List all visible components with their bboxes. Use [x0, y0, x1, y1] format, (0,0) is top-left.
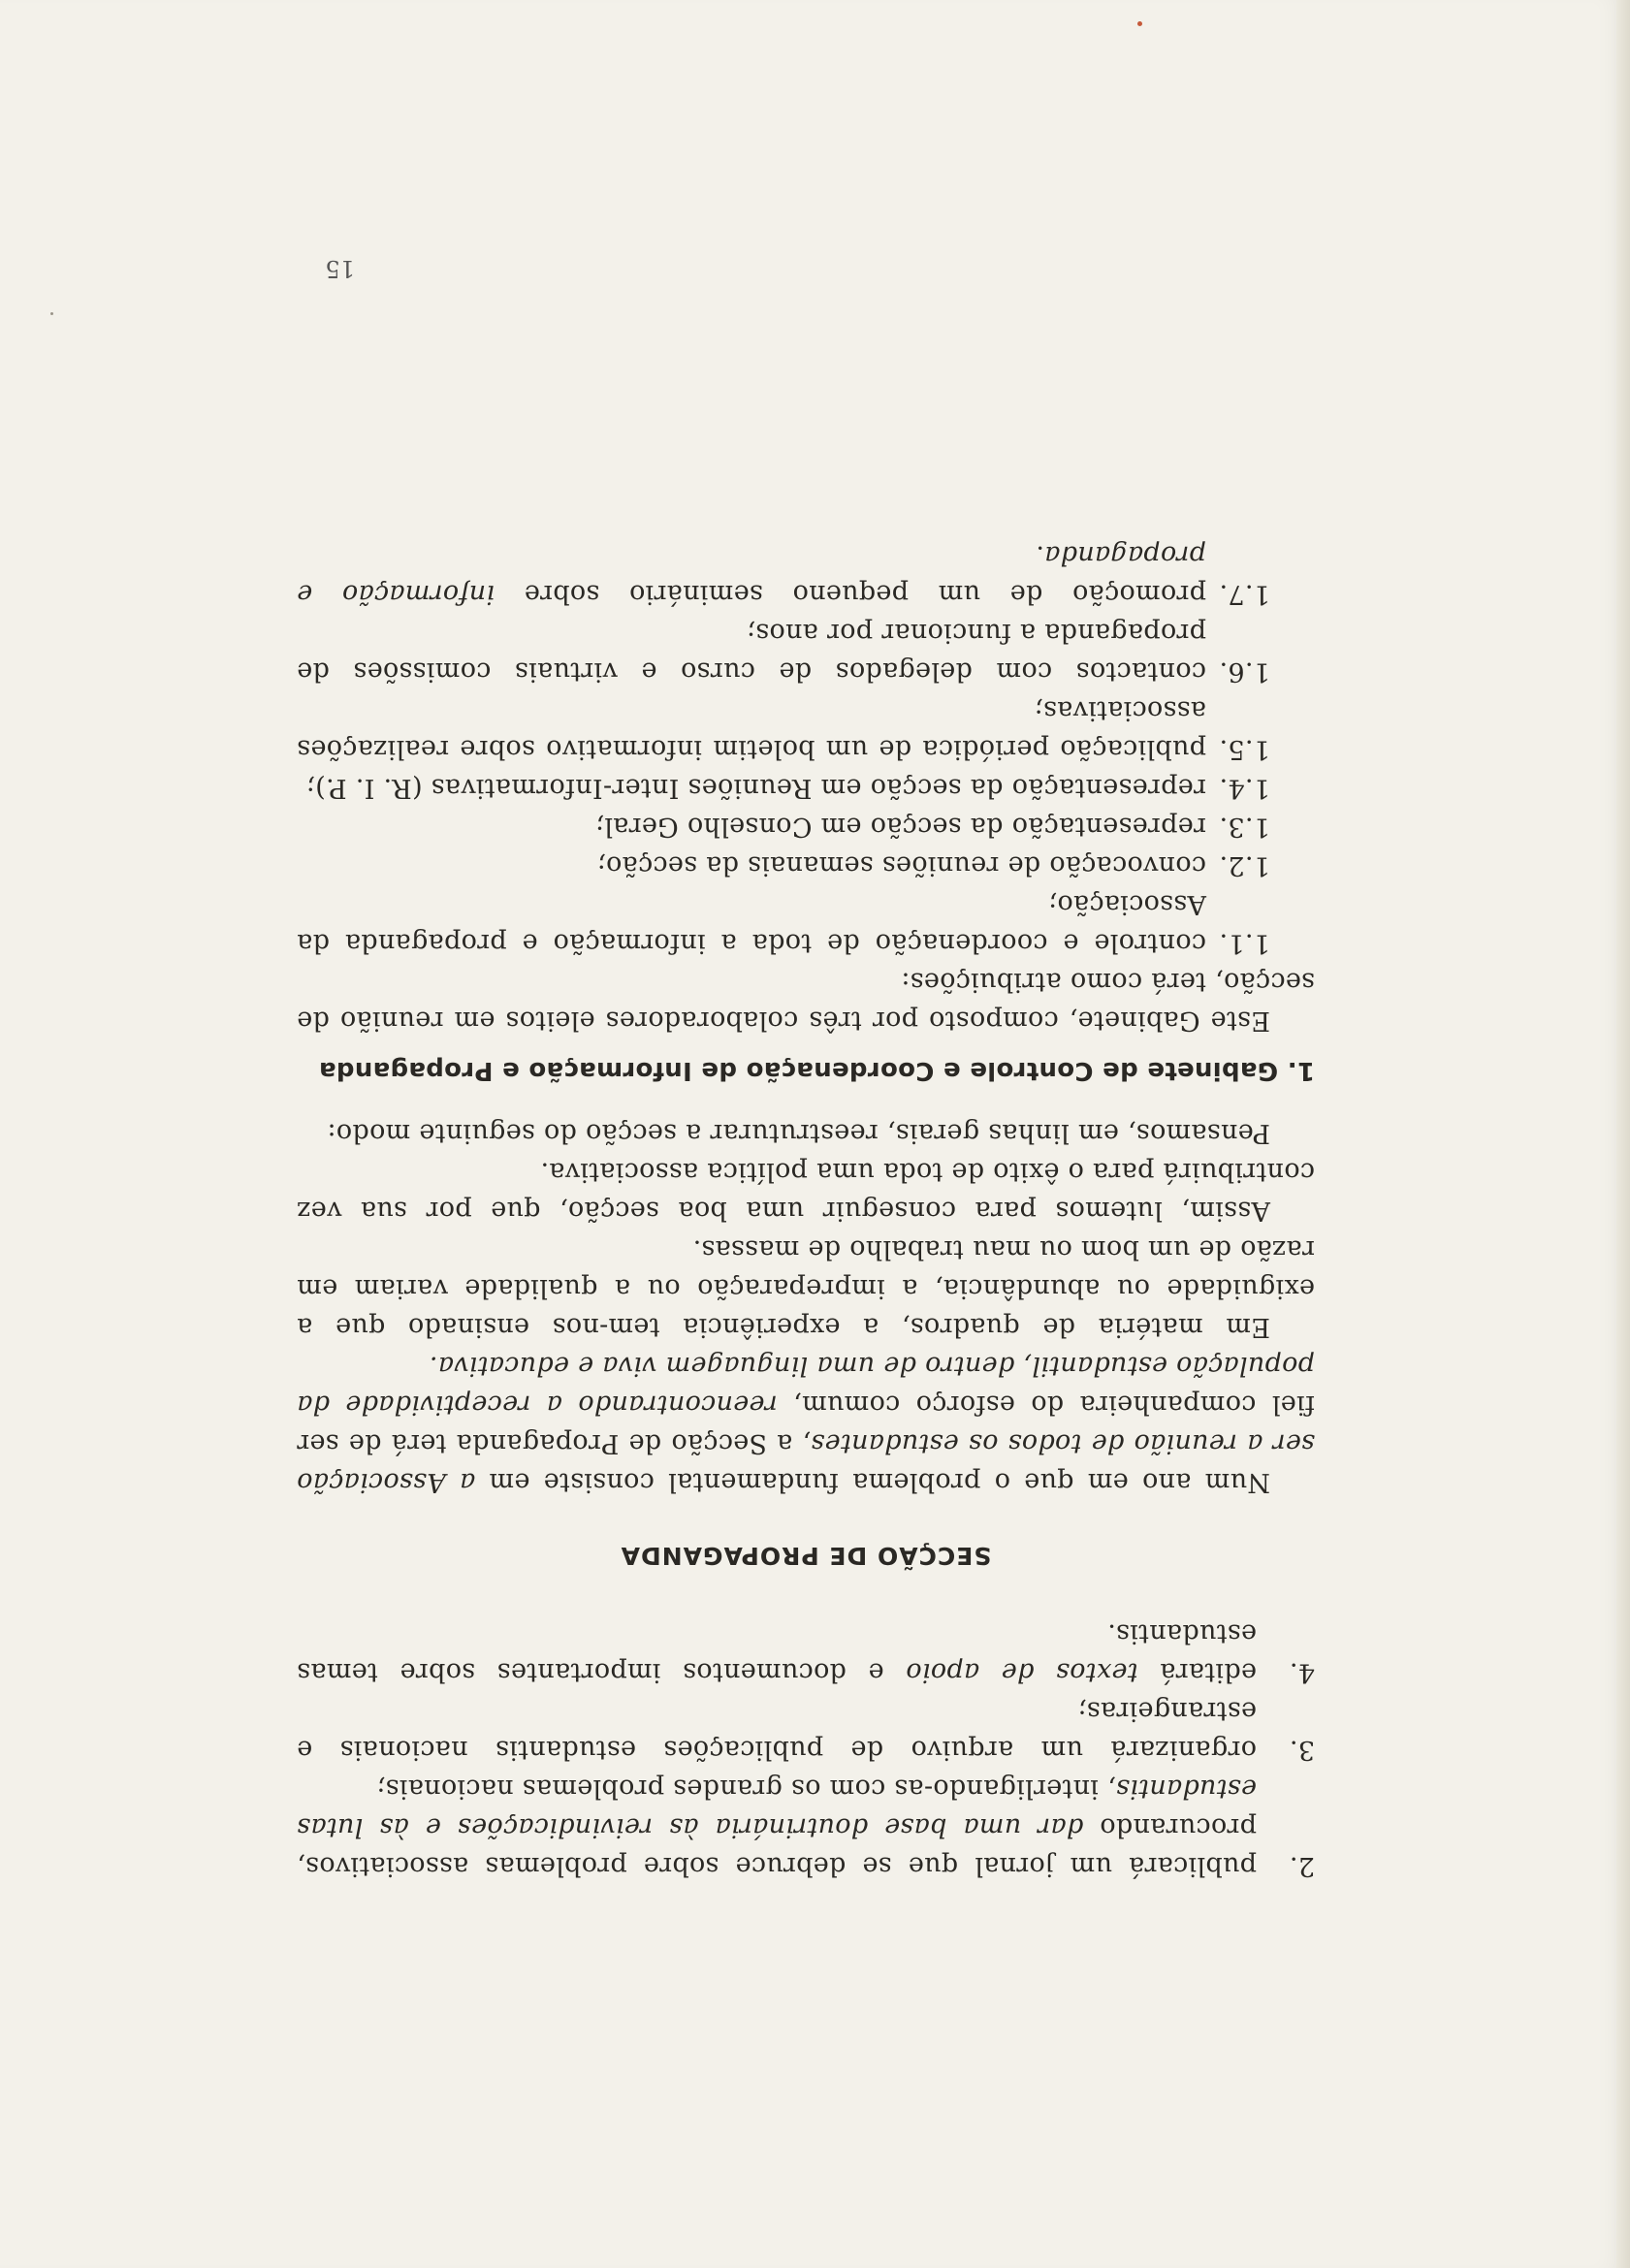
list-text: editará — [1137, 1657, 1257, 1687]
sublist-item — [297, 535, 1315, 613]
paragraph-text: , a Secção de Propaganda terá de ser fiel companheira do esforço comum, — [297, 1390, 1315, 1458]
sublist-text: contactos com delegados de curso e virtuais comissões de propaganda a funcionar por anos; — [297, 618, 1206, 687]
sublist-text-italic: informação e propaganda — [296, 540, 1206, 609]
sublist-number: 1.5. — [1219, 734, 1270, 764]
sublist-number: 1.2. — [1219, 850, 1270, 880]
paragraph: Este Gabinete, composto por três colaboradores eleitos em reunião de secção, terá como atribuições: — [297, 967, 1315, 1036]
sublist-text: representação da secção em Reuniões Inter-Informativas (R. I. P.); — [305, 773, 1206, 803]
paragraph: Pensamos, em linhas gerais, reestruturar a secção do seguinte modo: — [327, 1118, 1270, 1148]
section-title: SECÇÃO DE PROPAGANDA — [620, 1542, 992, 1570]
paragraph-italic: a Associação ser a reunião de todos os estudantes — [297, 1428, 1315, 1497]
page-number: 15 — [325, 255, 355, 282]
list-item — [297, 1613, 1315, 1691]
sublist-number: 1.4. — [1219, 773, 1270, 803]
subsection-title: 1. Gabinete de Controle e Coordenação de Informação e Propaganda — [318, 1056, 1315, 1085]
sublist-item — [297, 690, 1315, 768]
list-text: , interligando-as com os grandes problemas nacionais; — [376, 1773, 1116, 1804]
sublist-item — [297, 613, 1315, 690]
paragraph: Em matéria de quadros, a experiência tem-nos ensinado que a exiguidade ou abundância, a impreparação ou a qualidade variam em razão de um bom ou mau trabalho de massas. — [297, 1234, 1315, 1342]
sublist-text: representação da secção em Conselho Geral; — [594, 812, 1206, 842]
list-number: 2. — [1289, 1851, 1315, 1881]
list-text: e documentos importantes sobre temas estudantis. — [297, 1618, 1257, 1687]
sublist-number: 1.3. — [1219, 812, 1270, 842]
sublist-item — [297, 884, 1315, 962]
sublist-number: 1.1. — [1219, 928, 1270, 958]
paragraph: Assim, lutemos para conseguir uma boa secção, que por sua vez contribuirá para o êxito de toda uma política associativa. — [297, 1157, 1315, 1226]
sublist-number: 1.6. — [1219, 656, 1270, 687]
list-number: 4. — [1289, 1657, 1315, 1687]
sublist-text: publicação periódica de um boletim informativo sobre realizações associativas; — [297, 695, 1206, 764]
list-item — [297, 1769, 1315, 1885]
paragraph-italic: reencontrando a receptividade da população estudantil, dentro de uma linguagem viva e educativa. — [297, 1351, 1315, 1420]
list-item — [297, 1691, 1315, 1769]
list-text-italic: dar uma base doutrinária às reivindicações e às lutas estudantis — [297, 1773, 1257, 1842]
paragraph — [297, 1346, 1315, 1501]
paragraph-text: Num ano em que o problema fundamental consiste em — [475, 1467, 1270, 1497]
list-number: 3. — [1289, 1735, 1315, 1765]
sublist-text: promoção de um pequeno seminário sobre — [495, 579, 1206, 609]
document-body — [297, 535, 1315, 1885]
sublist-item — [297, 768, 1315, 807]
sublist-item — [297, 807, 1315, 846]
sublist-item — [297, 846, 1315, 884]
sublist-text: convocação de reuniões semanais da secção; — [596, 850, 1206, 880]
sublist-text: . — [1036, 540, 1045, 570]
sublist-text: controle e coordenação de toda a informação e propaganda da Associação; — [297, 889, 1206, 958]
sublist-number: 1.7. — [1219, 579, 1270, 609]
list-text: organizará um arquivo de publicações estudantis nacionais e estrangeiras; — [297, 1696, 1257, 1765]
list-text: publicará um jornal que se debruce sobre problemas associativos, procurando — [297, 1812, 1257, 1881]
list-text-italic: textos de apoio — [906, 1657, 1138, 1687]
